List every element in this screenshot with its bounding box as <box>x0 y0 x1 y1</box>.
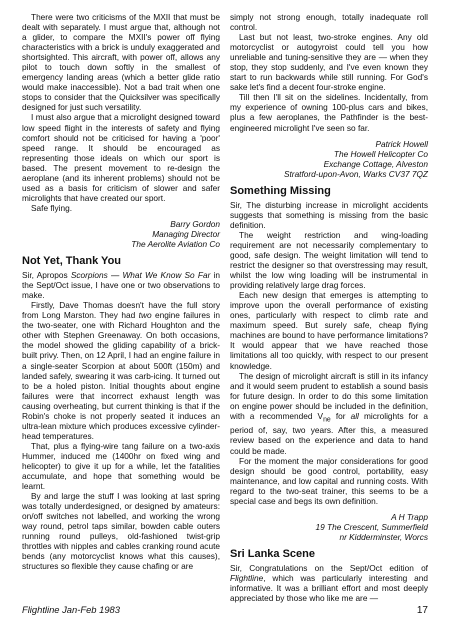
letter-heading: Something Missing <box>230 184 331 197</box>
page-number: 17 <box>416 605 428 616</box>
paragraph: That, plus a flying-wire tang failure on a two-axis Hummer, induced me (1400hr on fixed wing and helicopter) to give it up for a while, let the fatalities accumulate, and hope that something would be learnt. <box>22 440 220 492</box>
signature-address: Stratford-upon-Avon, Warks CV37 7QZ <box>283 168 428 179</box>
signature-address: 19 The Crescent, Summerfield <box>315 521 428 532</box>
letter-heading: Not Yet, Thank You <box>22 255 122 268</box>
signature-title: Managing Director <box>152 228 220 239</box>
paragraph: For the moment the major considerations for good design should be good control, portability, easy maintenance, and low capital and running costs. With regard to the two-seat trainer, this seems to be a special case and begs its own definition. <box>230 455 428 506</box>
paragraph: Safe flying. <box>31 202 73 213</box>
text-run: , which was particularly interesting and informative. It was a brilliant effort and most deeply appreciated by those who like me are — <box>230 573 428 604</box>
text-run: engine failures in the two-seater, one with Richard Houghton and the other with Stephen Greenaway. On both occasions, the model showed the gliding capability of a brick-built privy. Then, on 12 April, I had an engine failure in a single-seater Scorpion at about 500ft (150m) and landed safely, swearing it was carb-icing. It turned out to be a holed piston. Initial thoughts about engine failures were that incorrect exhaust length was causing overheating, but current thinking is that if the Robin's choke is not properly seated it induces an ultra-lean mixture which produces excessive cylinder-head temperatures. <box>22 310 220 441</box>
paragraph: There were two criticisms of the MXII that must be dealt with separately. I must argue that, although not a glider, to compare the MXII's power off flying characteristics with a brick is unduly exaggerated and shortsighted. This aircraft, with power off, allows any pilot to touch down softly in the smallest of emergency landing areas (which a better glide ratio would make inaccessible). Not a bad trait when one stops to consider that the Quicksilver was specifically designed for just such versatility. <box>22 12 220 113</box>
text-run: microlights for a period of, say, two years. After this, a measured review based on the experience and data to hand could be made. <box>230 410 428 456</box>
signature-block <box>230 139 428 179</box>
paragraph: Each new design that emerges is attempting to improve upon the overall performance of existing ones, particularly with respect to climb rate and maximum speed. But surely safe, cheap flying machines are bound to have performance limitations? It would appear that we have reached those limitations all too quickly, with respect to our present knowledge. <box>230 290 428 371</box>
signature-name: Barry Gordon <box>170 218 220 229</box>
emphasis: all <box>350 410 359 421</box>
signature-company: The Howell Helicopter Co <box>333 148 428 159</box>
signature-name: A H Trapp <box>391 511 428 522</box>
text-run: Sir, Apropos <box>22 270 71 281</box>
footer-publication: Flightline Jan-Feb 1983 <box>22 604 120 615</box>
left-column <box>22 12 220 603</box>
text-run: The design of microlight aircraft is still in its infancy and it would seem prudent to establish a sound basis for future design. In order to do this some limitation on engine power should be included in the definition, with a recommended V <box>230 370 428 421</box>
signature-company: The Aerolite Aviation Co <box>131 239 220 250</box>
signature-block <box>230 512 428 542</box>
magazine-name: Flightline <box>230 573 264 583</box>
text-run: Firstly, Dave Thomas doesn't have the full story from Long Marston. They had <box>22 300 220 321</box>
paragraph: Last but not least, two-stroke engines. Any old motorcyclist or autogyroist could tell you how unreliable and tuning-sensitive they are — when they stop, they stop suddenly, and I've even known they start to run backwards while still running. For God's sake let's find a decent four-stroke engine. <box>230 32 428 93</box>
paragraph: The weight restriction and wing-loading requirement are not necessarily complementary to good, safe design. The weight limitation will tend to restrict the designer so that overstressing may result, whilst the low wing loading will be instrumental in providing relatively large drag forces. <box>230 229 428 291</box>
emphasis: two <box>138 310 152 321</box>
paragraph: simply not strong enough, totally inadequate roll control. <box>230 12 428 33</box>
text-run: Sir, Congratulations on the Sept/Oct edition of <box>230 562 428 573</box>
paragraph: Sir, The disturbing increase in microlight accidents suggests that something is missing from the basic definition. <box>230 199 428 230</box>
signature-block <box>22 219 220 249</box>
paragraph: Till then I'll sit on the sidelines. Incidentally, from my experience of owning 100-plus cars and bikes, plus a few aeroplanes, the Pathfinder is the best-engineered microlight I've seen so far. <box>230 92 428 133</box>
paragraph <box>230 563 428 603</box>
article-title: Scorpions — What We Know So Far <box>70 270 211 281</box>
paragraph: I must also argue that a microlight designed toward low speed flight in the interests of safety and flying comfort should not be criticised for having a 'poor' speed range. It should be encouraged as representing those ideals on which our sport is based. The present movement to re-design the aeroplane (and its inherent problems) should not be used as a basis for criticism of slower and safer microlights that have created our sport. <box>22 112 220 203</box>
signature-name: Patrick Howell <box>375 138 428 149</box>
right-column <box>230 12 428 603</box>
signature-address: Exchange Cottage, Alveston <box>323 158 428 169</box>
subscript: ne <box>323 416 331 424</box>
paragraph <box>22 300 220 441</box>
page-footer <box>22 604 428 616</box>
text-run: in the Sept/Oct issue, I have one or two observations to make. <box>22 270 220 301</box>
paragraph <box>230 371 428 456</box>
letter-heading: Sri Lanka Scene <box>230 547 315 560</box>
paragraph: By and large the stuff I was looking at last spring was totally underdesigned, or designed by amateurs: on/off switches not labelled, and working the wrong way round, petrol taps similar, bowden cable outers running round pulleys, old-fashioned twist-grip throttles with nipples and cables cranking round acute bends (any motorcyclist knows what this causes), structures so flexible they cause chafing or are <box>22 491 220 572</box>
text-run: for <box>330 410 351 421</box>
paragraph <box>22 270 220 300</box>
columns <box>22 12 428 603</box>
signature-address: nr Kidderminster, Worcs <box>339 531 428 542</box>
